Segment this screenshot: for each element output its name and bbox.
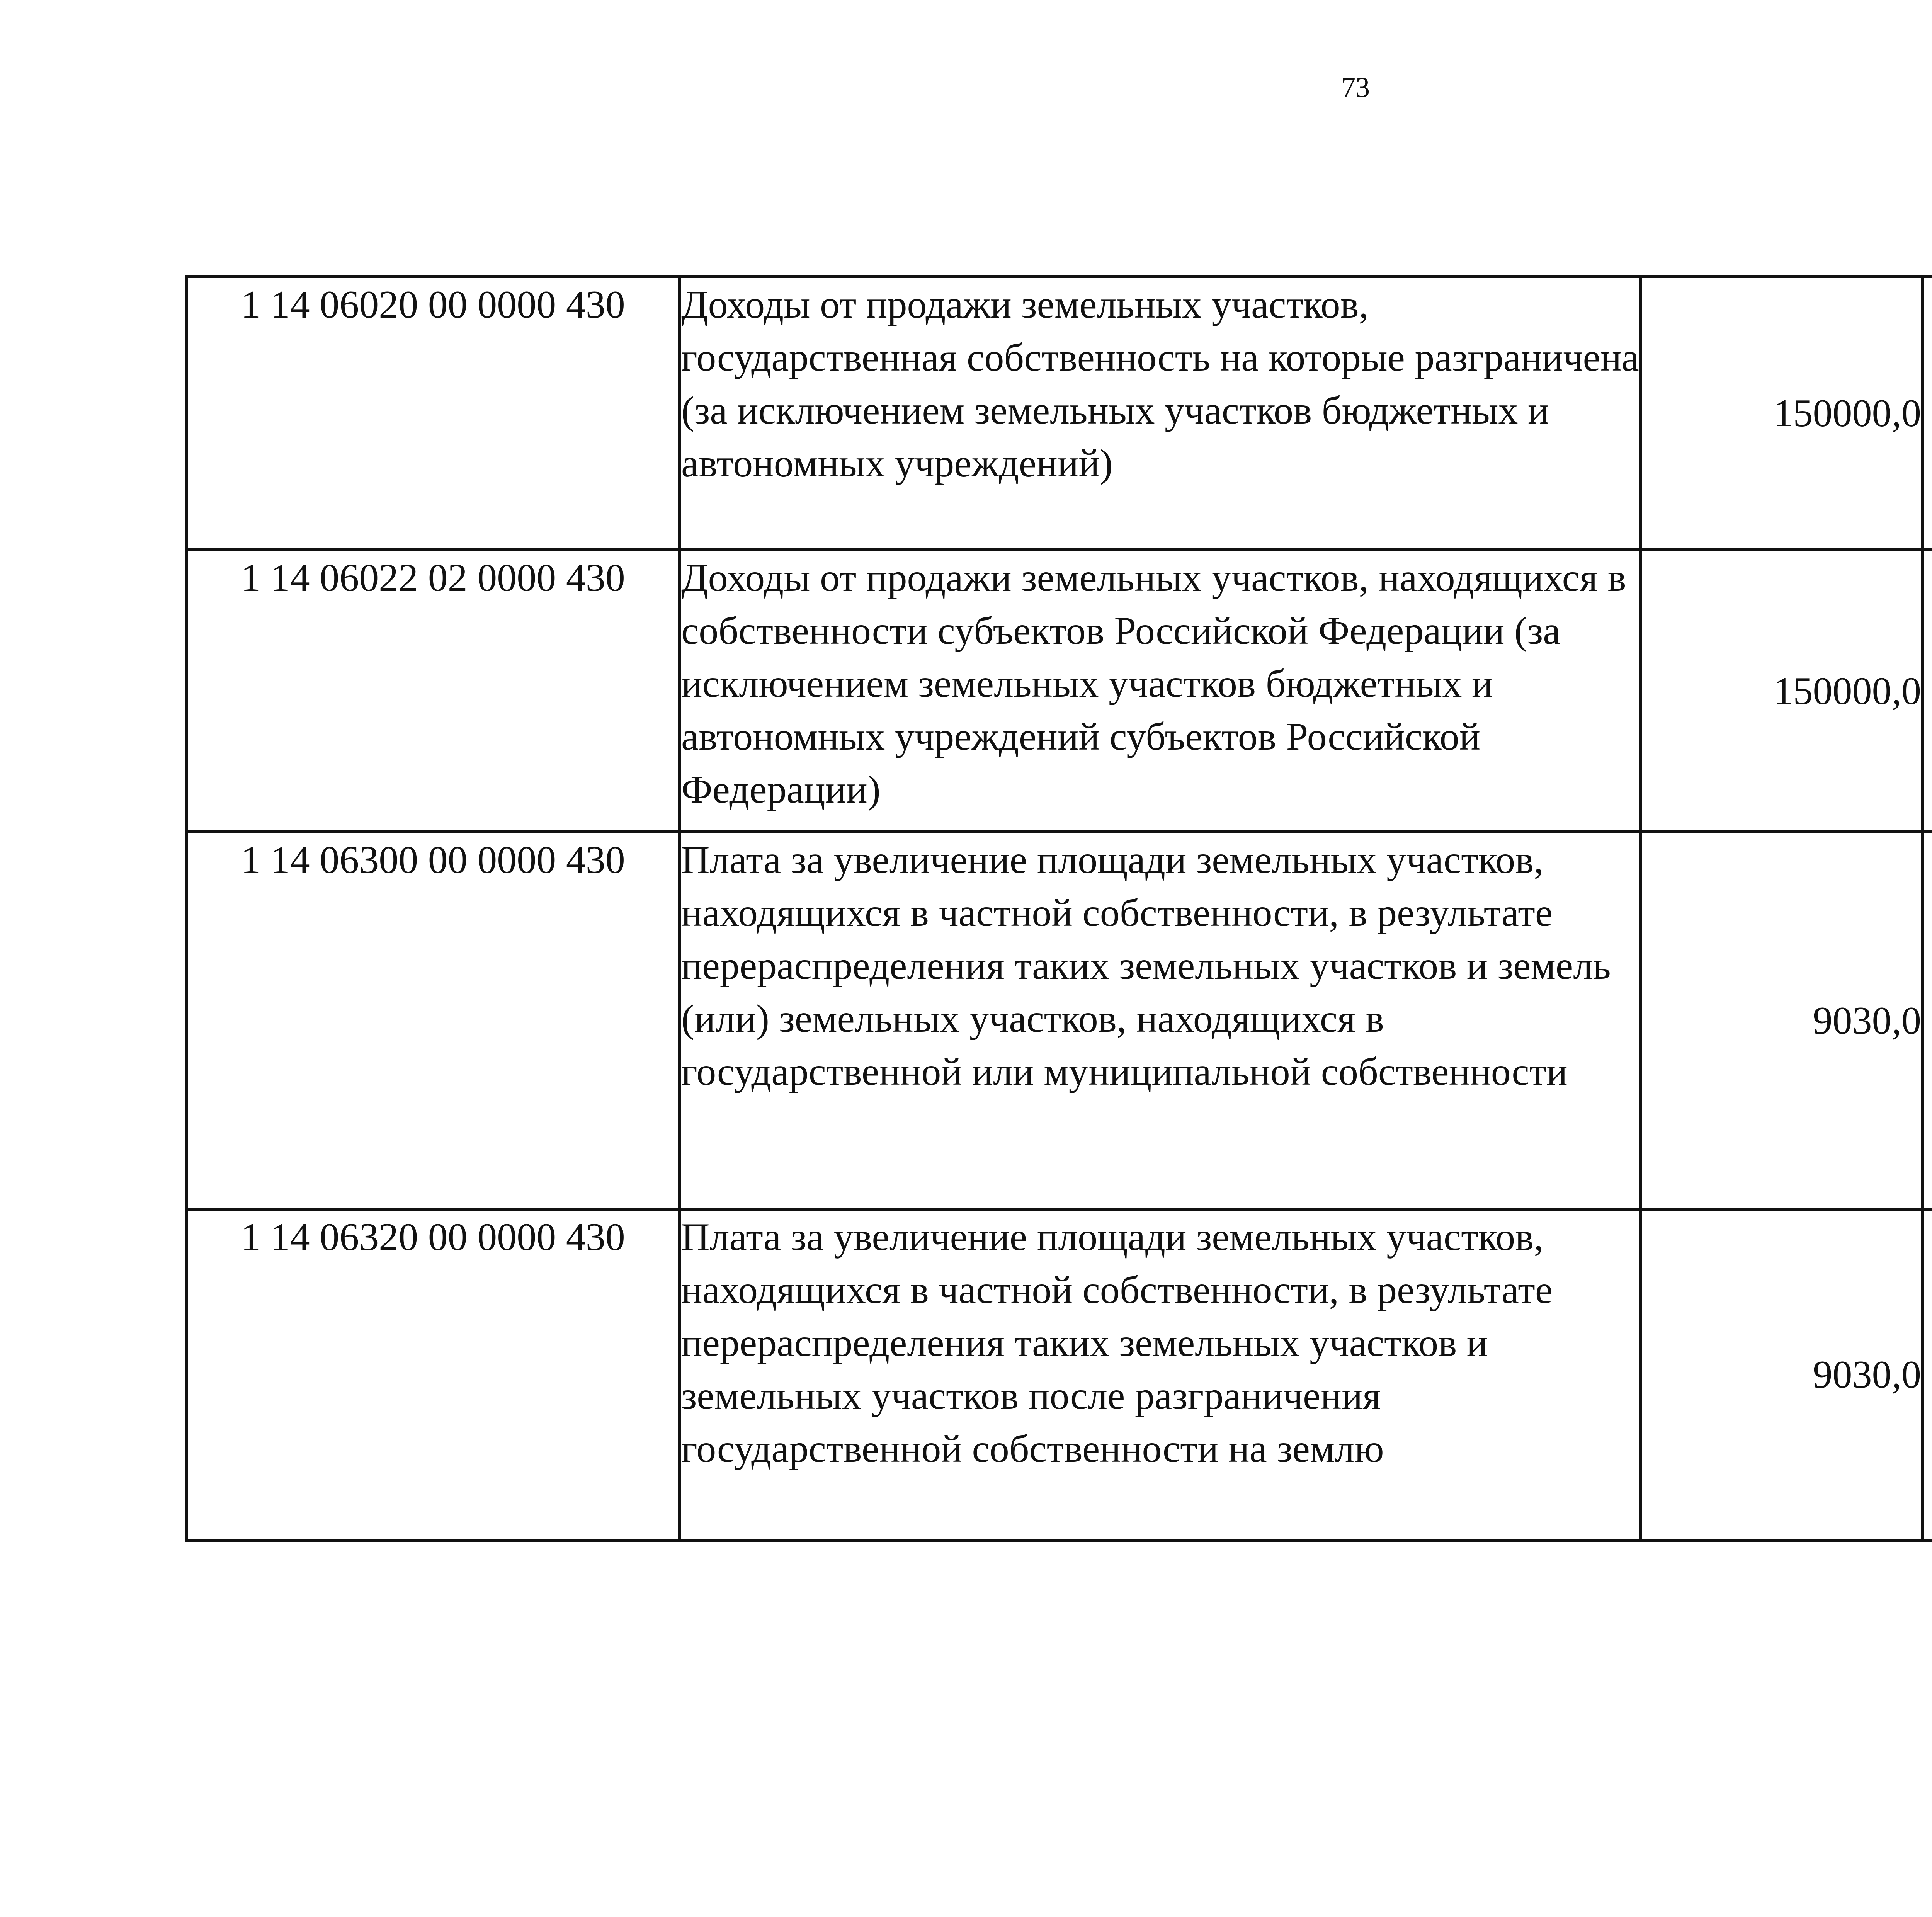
- table-row: [186, 832, 1932, 1209]
- revenue-description-cell: Плата за увеличение площади земельных участков, находящихся в частной собственности, в результате перераспределения таких земельных участков и земель (или) земельных участков, находящихся в государственной или муниципальной собственности: [680, 832, 1641, 1209]
- amount-cell-2: [1923, 277, 1932, 550]
- revenue-code-cell: 1 14 06020 00 0000 430: [186, 277, 680, 550]
- table-row: [186, 550, 1932, 832]
- amount-cell-1: 9030,0: [1641, 832, 1923, 1209]
- amount-cell-2: [1923, 1209, 1932, 1540]
- table-row: [186, 277, 1932, 550]
- amount-cell-1: 9030,0: [1641, 1209, 1923, 1540]
- revenue-description-cell: Доходы от продажи земельных участков, находящихся в собственности субъектов Российской Федерации (за исключением земельных участков бюджетных и автономных учреждений субъектов Российской Федерации): [680, 550, 1641, 832]
- page-number: 73: [1341, 72, 1370, 104]
- amount-cell-1: 150000,0: [1641, 550, 1923, 832]
- revenue-code-cell: 1 14 06300 00 0000 430: [186, 832, 680, 1209]
- revenue-description-cell: Доходы от продажи земельных участков, государственная собственность на которые разграничена (за исключением земельных участков бюджетных и автономных учреждений): [680, 277, 1641, 550]
- table-row: [186, 1209, 1932, 1540]
- revenue-code-cell: 1 14 06022 02 0000 430: [186, 550, 680, 832]
- budget-revenue-table: [185, 275, 1932, 1542]
- amount-cell-2: [1923, 550, 1932, 832]
- amount-cell-2: [1923, 832, 1932, 1209]
- amount-cell-1: 150000,0: [1641, 277, 1923, 550]
- revenue-code-cell: 1 14 06320 00 0000 430: [186, 1209, 680, 1540]
- revenue-description-cell: Плата за увеличение площади земельных участков, находящихся в частной собственности, в результате перераспределения таких земельных участков и земельных участков после разграничения государственной собственности на землю: [680, 1209, 1641, 1540]
